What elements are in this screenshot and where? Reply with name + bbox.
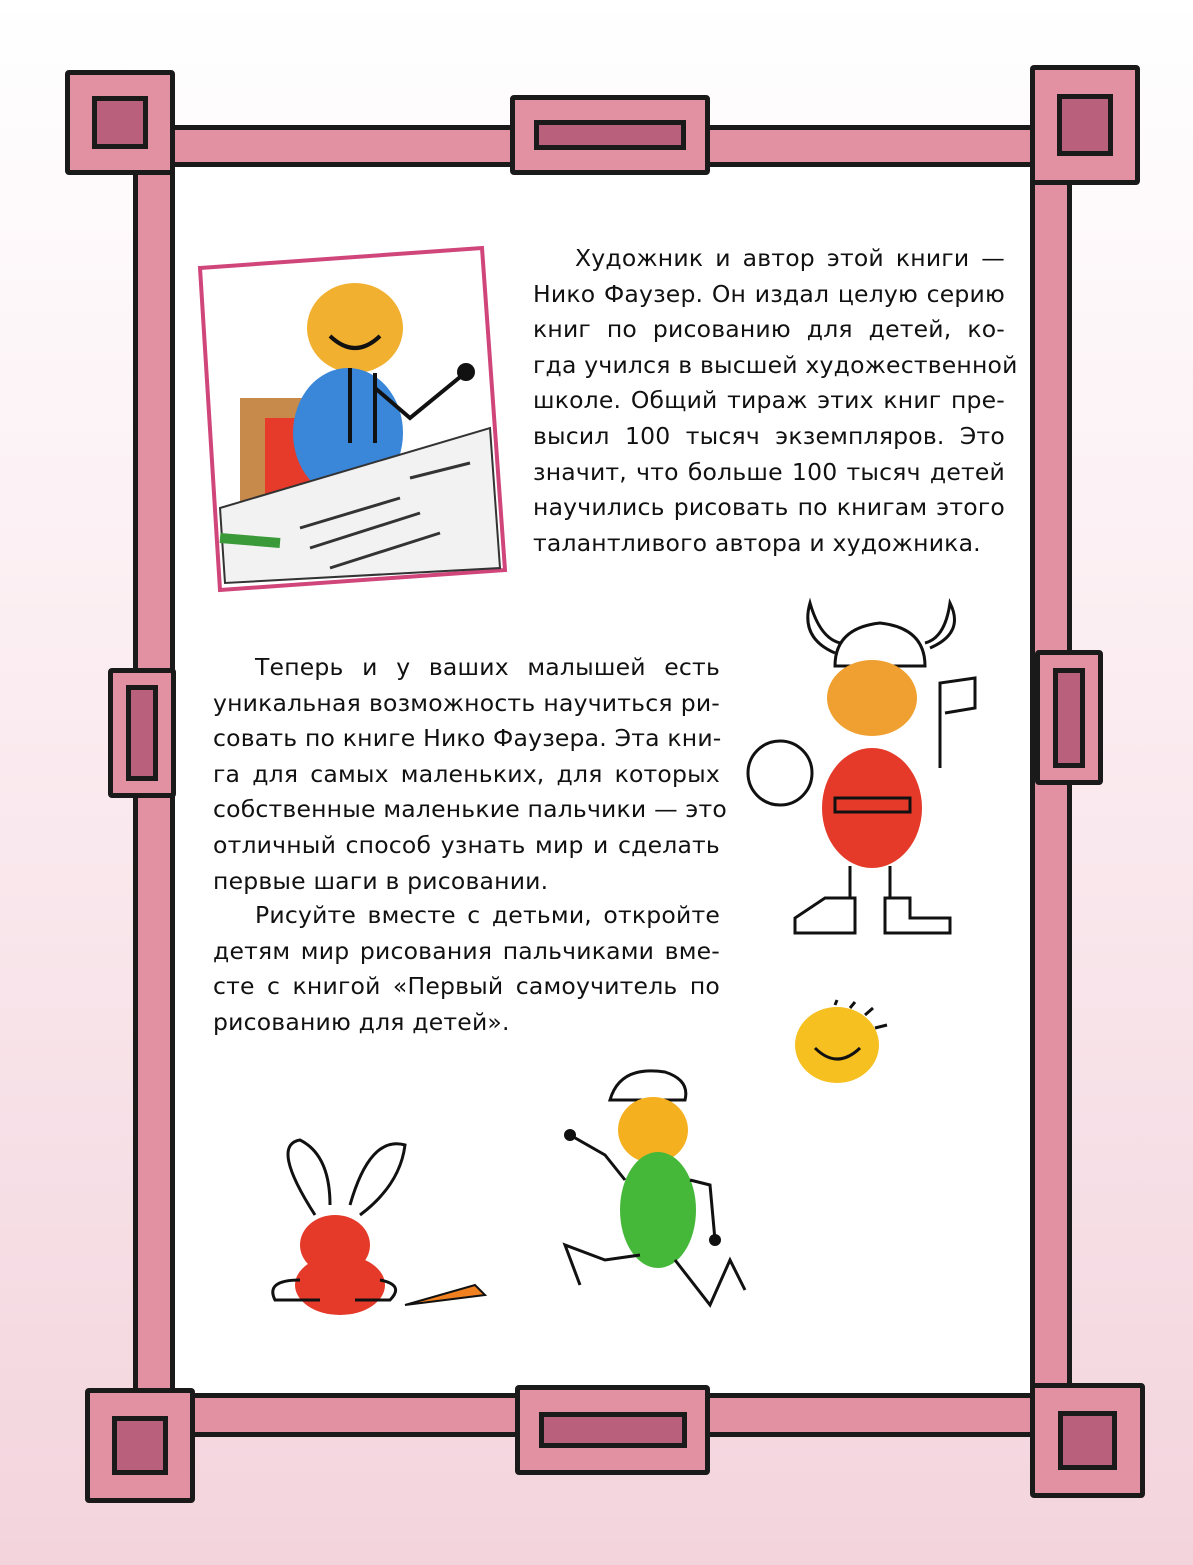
viking-illustration (780, 598, 990, 943)
text-line: первые шаги в рисовании. (213, 866, 549, 895)
text-line: Рисуйте вместе с детьми, откройте (255, 901, 720, 929)
frame-corner-bottom-right (1030, 1383, 1145, 1498)
text-line: научились рисовать по книгам этого (533, 493, 1005, 522)
text-line: уникальная возможность научиться ри- (213, 688, 720, 717)
text-line: значит, что больше 100 тысяч детей (533, 457, 1005, 486)
text-line: книг по рисованию для детей, ко- (533, 315, 1005, 344)
text-line: сте с книгой «Первый самоучитель по (213, 972, 720, 1001)
frame-corner-top-left (65, 70, 175, 175)
frame-mid-bottom (515, 1385, 710, 1475)
running-boy-illustration (560, 1060, 755, 1310)
opportunity-paragraph (213, 650, 727, 899)
text-line: отличный способ узнать мир и сделать (213, 830, 720, 859)
text-line: собственные маленькие пальчики — это (213, 795, 727, 824)
frame-mid-right (1035, 650, 1103, 785)
rabbit-illustration (230, 1135, 505, 1325)
frame-corner-bottom-left (85, 1388, 195, 1503)
author-paragraph (533, 241, 1018, 561)
text-line: Теперь и у ваших малышей есть (255, 653, 720, 681)
frame-mid-left (108, 668, 176, 798)
text-line: га для самых маленьких, для которых (213, 759, 720, 788)
text-line: школе. Общий тираж этих книг пре- (533, 386, 1005, 415)
text-line: талантливого автора и художника. (533, 528, 981, 557)
text-line: гда учился в высшей художественной (533, 350, 1018, 379)
text-line: рисованию для детей». (213, 1007, 510, 1036)
artist-illustration (200, 248, 505, 593)
frame-mid-top (510, 95, 710, 175)
text-line: детям мир рисования пальчиками вме- (213, 936, 720, 965)
text-line: совать по книге Нико Фаузера. Эта кни- (213, 724, 722, 753)
frame-corner-top-right (1030, 65, 1140, 185)
text-line: высил 100 тысяч экземпляров. Это (533, 421, 1005, 450)
text-line: Нико Фаузер. Он издал целую серию (533, 279, 1005, 308)
smiley-illustration (795, 1000, 895, 1085)
invitation-paragraph (213, 898, 720, 1040)
text-line: Художник и автор этой книги — (575, 244, 1005, 272)
